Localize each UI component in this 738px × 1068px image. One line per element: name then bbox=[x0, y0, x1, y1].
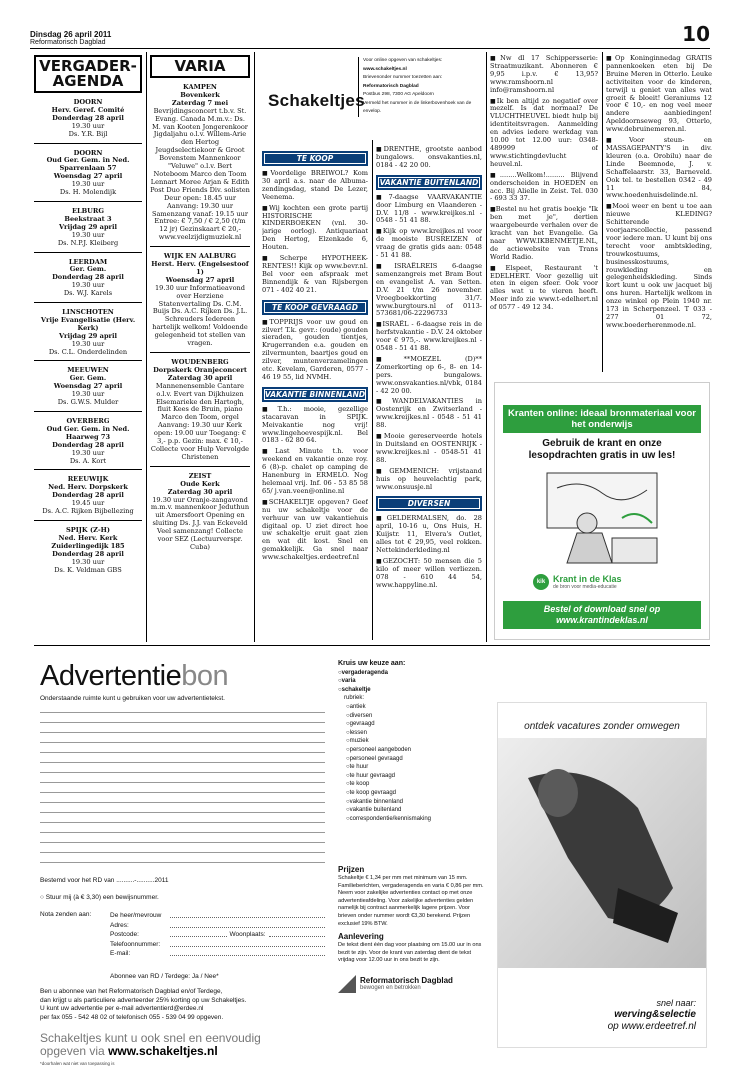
agenda-separator bbox=[34, 469, 142, 470]
rubriek-option[interactable] bbox=[346, 789, 488, 798]
ad-item: ■ SCHAKELTJE opgeven? Geef nu uw schakeltje voor de verhuur van uw vakantiehuis digitaal op. U ziet direct hoe uw schakeltje eruit gaat zien en wat dit kost. Snel en gemakkelijk. Ga snel naar www.schakeltjes.erdeetref.nl bbox=[262, 499, 368, 562]
bon-stuur-label: Stuur mij (à € 3,30) een bewijsnummer. bbox=[45, 894, 159, 901]
werving-sub-1: snel naar: bbox=[656, 998, 696, 1008]
kik-bottom bbox=[503, 601, 701, 629]
bon-write-line[interactable] bbox=[40, 842, 325, 843]
bon-write-line[interactable] bbox=[40, 812, 325, 813]
bon-field-label: De heer/mevrouw bbox=[110, 912, 162, 919]
bon-write-line[interactable] bbox=[40, 712, 325, 713]
bon-field-label: Adres: bbox=[110, 921, 129, 929]
bon-write-line[interactable] bbox=[40, 722, 325, 723]
schakeltjes-info-line: Postbus 298, 7300 AG Apeldoorn bbox=[363, 92, 434, 97]
varia-separator bbox=[150, 246, 250, 247]
bon-field-label: Postcode: bbox=[110, 931, 139, 938]
ads-column-5 bbox=[490, 55, 598, 375]
krant-in-de-klas-ad[interactable] bbox=[494, 382, 710, 640]
kik-bottom-line1: Bestel of download snel op bbox=[543, 604, 661, 614]
bon-field-row[interactable] bbox=[110, 930, 325, 940]
ad-item: ■ Bestel nu het gratis boekje "Ik ben met je", dertien waargebeurde verhalen over de kracht van het Evangelie. Ga naar WWW.IKBENMETJE.NL, de actiewebsite van Trans World Radio. bbox=[490, 206, 598, 261]
agenda-when: Woensdag 27 april bbox=[53, 172, 123, 181]
ad-item: ■ T.h.: mooie, gezellige stacaravan in SPIJK. Meivakantie nog vrij! www.lingehoevespijk.nl. Bel 0183 - 62 80 64. bbox=[262, 406, 368, 446]
varia-entry bbox=[150, 253, 250, 348]
page-header bbox=[30, 30, 111, 46]
rd-logo-name: Reformatorisch Dagblad bbox=[360, 975, 453, 985]
ad-item: ■ Nw dl 17 Schippersserie: Straatmuzikant. Abonneren € 9,95 i.p.v. € 13,95? www.ramshoorn.nl info@ramshoorn.nl bbox=[490, 55, 598, 95]
column-divider bbox=[372, 140, 373, 640]
ad-item: ■ Elspeet, Restaurant 't EDELHERT. Voor gezellig uit eten in eigen sfeer. Ook voor alles wat u te vieren heeft. Meer info zie www.t-edelhert.nl of 0577 - 49 12 34. bbox=[490, 265, 598, 312]
ad-item: ■ GEZOCHT: 50 mensen die 5 kilo of meer willen verliezen. 078 - 610 44 54, www.happyline.nl. bbox=[376, 558, 482, 590]
agenda-separator bbox=[34, 143, 142, 144]
header-paper: Reformatorisch Dagblad bbox=[30, 39, 106, 46]
bon-write-line[interactable] bbox=[40, 732, 325, 733]
aanlevering-title: Aanlevering bbox=[338, 932, 384, 942]
bon-note-2: dan krijgt u als particuliere adverteerder 25% korting op uw Schakeltjes. bbox=[40, 996, 247, 1004]
rubriek-option-label: te huur bbox=[349, 764, 369, 771]
ad-item: ■ ........Welkom!......... Blijvend onderscheiden in HOEDEN en acc. Bij Alielle in Zeist. Tel. 030 - 693 33 37. bbox=[490, 172, 598, 204]
varia-sub: Herst. Herv. (Engelsestoof 1) bbox=[151, 260, 249, 276]
varia-when: Zaterdag 30 april bbox=[167, 373, 233, 382]
rubriek-section bbox=[338, 660, 488, 823]
varia-head: KAMPEN bbox=[183, 83, 217, 91]
agenda-place: DOORN bbox=[73, 148, 103, 157]
category-te-koop: TE KOOP bbox=[262, 151, 368, 166]
agenda-time: 19.30 uur bbox=[71, 121, 105, 130]
running-businessman-photo bbox=[498, 738, 706, 968]
column-divider bbox=[486, 52, 487, 642]
rubriek-option[interactable] bbox=[346, 746, 488, 755]
agenda-place: DOORN bbox=[73, 98, 103, 106]
agenda-time: 19.30 uur bbox=[71, 557, 105, 566]
rubriek-option-label: diversen bbox=[349, 712, 373, 719]
varia-separator bbox=[150, 466, 250, 467]
ad-item: ■ Scherpe HYPOTHEEK-RENTES!! Kijk op www.bevr.nl. Bel voor een afspraak met Binnendijk & van Rijsbergen 071 - 402 40 21. bbox=[262, 255, 368, 295]
ad-item: ■ Ik ben altijd zo negatief over mezelf. Is dat normaal? De VLUCHTHEUVEL biedt hulp bij identiteitsvragen. Aanmelding en advies iedere werkdag van 10.00 tot 12.00 uur: 0348-489999 of www.stichtingdevlucht heuvel.nl. bbox=[490, 98, 598, 169]
header-rule bbox=[30, 48, 710, 49]
varia-text: Bevrijdingsconcert t.b.v. St. Evang. Canada M.m.v.: Ds. M. van Kooten Jongerenkoor Jigdaljahu o.l.v. Willem-Arie den Hertog Jeugdselectiekoor & Groot Bovenstem Mannenkoor "Veluwe" o.l.v. Bert Noteboom Marco den Toom Lennart Moree Arjan & Edith Post Duo Friends Div. solisten Deur open: 18.45 uur Aanvang: 19.30 uur Samenzang vanaf: 19.15 uur Entree: € 7,50 / € 2,50 (t/m 12 jr) Gezinskaart € 20,- www.veelzijdigmuziek.nl bbox=[150, 106, 250, 242]
agenda-who: Ds. N.P.J. Kleiberg bbox=[57, 238, 119, 247]
rubriek-option-label: gevraagd bbox=[349, 721, 375, 728]
agenda-entry bbox=[34, 527, 142, 574]
column-divider bbox=[602, 52, 603, 372]
rubriek-option-label: muziek bbox=[349, 738, 369, 745]
varia-when: Zaterdag 7 mei bbox=[171, 98, 229, 107]
ad-item: ■ Last Minute t.h. voor weekend en vakantie onze roy. 6 (8)-p. chalet op camping de Hanenburg in ERMELO. Nog helemaal vrij. Inf. 06 - 53 85 58 65/ j.van.veen@online.nl bbox=[262, 448, 368, 495]
aanlevering-text: De tekst dient één dag voor plaatsing om 15.00 uur in ons bezit te zijn. Voor de krant van zaterdag dient de tekst vrijdag voor 12.00 uur in ons bezit te zijn. bbox=[338, 942, 482, 964]
bon-woonplaats-input[interactable] bbox=[269, 930, 326, 937]
bon-write-line[interactable] bbox=[40, 862, 325, 863]
agenda-time: 19.30 uur bbox=[71, 230, 105, 239]
agenda-time: 19.30 uur bbox=[71, 390, 105, 399]
category-vakantie-binnenland: VAKANTIE BINNENLAND bbox=[262, 387, 368, 402]
agenda-place: SPIJK (Z-H) bbox=[66, 525, 110, 534]
bon-notes bbox=[40, 988, 330, 1022]
bon-title bbox=[40, 660, 330, 692]
bon-field-row[interactable] bbox=[110, 911, 325, 921]
agenda-separator bbox=[34, 252, 142, 253]
bon-footer bbox=[40, 1032, 330, 1058]
bon-field-label: E-mail: bbox=[110, 950, 131, 957]
agenda-when: Woensdag 27 april bbox=[53, 382, 123, 391]
bon-write-line[interactable] bbox=[40, 762, 325, 763]
rubriek-choice[interactable] bbox=[338, 686, 488, 695]
category-diversen: DIVERSEN bbox=[376, 496, 482, 511]
rubriek-option[interactable] bbox=[346, 763, 488, 772]
bon-field-input[interactable] bbox=[170, 949, 325, 956]
rubriek-option[interactable] bbox=[346, 798, 488, 807]
agenda-who: Ds. A. Kort bbox=[69, 456, 107, 465]
ads-column-4 bbox=[376, 146, 482, 640]
agenda-when: Donderdag 28 april bbox=[52, 273, 124, 282]
section-rule bbox=[34, 645, 710, 646]
werving-url[interactable]: op www.erdeetref.nl bbox=[607, 1021, 696, 1032]
agenda-place: OVERBERG bbox=[66, 417, 110, 425]
bon-write-line[interactable] bbox=[40, 772, 325, 773]
agenda-time: 19.30 uur bbox=[71, 180, 105, 189]
agenda-who: Ds. A.C. Rijken Bijbellezing bbox=[42, 507, 134, 516]
agenda-entry bbox=[34, 259, 142, 299]
prijzen-text: Schakeltje € 1,34 per mm met minimum van 15 mm. Familieberichten, vergaderagenda en varia € 0,86 per mm. Neem voor zakelijke advertenties contact op met onze advertentieafdeling. Voor zakelijke advertenties gelden namelijk bij contract aanmerkelijk lagere prijzen. Voor brieven onder nummer wordt €3,30 berekend. Prijzen exclusief 19% BTW. bbox=[338, 875, 484, 927]
bon-field-label: Telefoonnummer: bbox=[110, 940, 161, 948]
agenda-who: Ds. G.W.S. Mulder bbox=[57, 398, 119, 407]
varia-sub: Bovenkerk bbox=[180, 90, 220, 99]
rubriek-option[interactable] bbox=[346, 729, 488, 738]
agenda-body: Ned. Herv. Kerk Zuiderlingedijk 185 bbox=[51, 533, 125, 550]
header-date: Dinsdag 26 april 2011 bbox=[30, 30, 112, 39]
agenda-separator bbox=[34, 411, 142, 412]
agenda-body: Ned. Herv. Dorpskerk bbox=[48, 483, 128, 492]
kik-logo bbox=[533, 574, 709, 590]
varia-entry bbox=[150, 473, 250, 552]
bon-field-row[interactable] bbox=[110, 940, 325, 950]
rubriek-choice[interactable] bbox=[338, 669, 488, 678]
agenda-entry bbox=[34, 150, 142, 197]
agenda-place: LEERDAM bbox=[68, 257, 108, 266]
werving-sub-2: werving&selectie bbox=[614, 1009, 696, 1020]
rubriek-option[interactable] bbox=[346, 772, 488, 781]
ad-item: ■ Wij kochten een grote partij HISTORISCHE KINDERBOEKEN (vnl. 30-jarige oorlog). Antiquariaat Den Hertog, Elzenkade 6, Houten. bbox=[262, 205, 368, 252]
bon-write-line[interactable] bbox=[40, 802, 325, 803]
varia-sub: Oude Kerk bbox=[180, 479, 220, 488]
ad-item: ■ GEMMENICH: vrijstaand huis op heuvelachtig park, www.onsuusje.nl bbox=[376, 468, 482, 492]
bon-text-area[interactable] bbox=[40, 712, 325, 863]
varia-list bbox=[150, 84, 250, 552]
varia-text: 19.30 uur Informatieavond over Herziene Statenvertaling Ds. C.M. Buijs Ds. A.C. Rijken Ds. J.L. Schreuders Iedereen hartelijk welkom! Voldoende gelegenheid tot stellen van vragen. bbox=[152, 283, 248, 348]
bon-nota-section bbox=[40, 911, 330, 971]
bon-note-1: Ben u abonnee van het Reformatorisch Dagblad en/of Terdege, bbox=[40, 988, 223, 995]
agenda-time: 19.45 uur bbox=[71, 499, 105, 508]
ads-column-3 bbox=[262, 146, 368, 640]
agenda-entry bbox=[34, 208, 142, 248]
rubriek-option-label: te koop gevraagd bbox=[349, 789, 396, 796]
agenda-when: Vrijdag 29 april bbox=[58, 222, 118, 231]
agenda-entry bbox=[34, 418, 142, 465]
agenda-separator bbox=[34, 360, 142, 361]
varia-when: Woensdag 27 april bbox=[165, 275, 235, 284]
kik-banner: Kranten online: ideaal bronmateriaal voor het onderwijs bbox=[503, 405, 701, 433]
ad-item: ■ ISRAËL - 6-daagse reis in de herfstvakantie - D.V. 24 oktober voor € 975,-. www.kreijkes.nl - 0548 - 51 41 88. bbox=[376, 321, 482, 353]
radio-circle-icon[interactable]: ○ bbox=[40, 894, 44, 901]
agenda-title: VERGADER-AGENDA bbox=[34, 55, 142, 93]
varia-title: VARIA bbox=[150, 55, 250, 78]
ad-item: ■ Voordelige BREIWOL? Kom 30 april a.s. naar de Albuma-zendingsdag, stand De Lezer, Veenema. bbox=[262, 170, 368, 202]
ad-item: ■ ISRAËLREIS 6-daagse samenzangreis met Bram Bout en evangelist A. van Setten. D.V. 21 t/m 26 november. Vroegboekkorting 31/7. www.burgtours.nl of 0113-573681/06-22296733 bbox=[376, 263, 482, 318]
agenda-place: ELBURG bbox=[71, 206, 105, 215]
agenda-time: 19.30 uur bbox=[71, 339, 105, 348]
bon-footer-line1: Schakeltjes kunt u ook snel en eenvoudig bbox=[40, 1031, 261, 1045]
schakeltjes-header bbox=[260, 55, 480, 135]
prijzen-section bbox=[338, 865, 486, 993]
bon-field-row[interactable] bbox=[110, 921, 325, 931]
bon-write-line[interactable] bbox=[40, 792, 325, 793]
agenda-separator bbox=[34, 201, 142, 202]
agenda-time: 19.30 uur bbox=[71, 281, 105, 290]
kik-headline: Gebruik de krant en onze lesopdrachten gratis in uw les! bbox=[528, 438, 676, 461]
varia-sub: Dorpskerk Oranjeconcert bbox=[153, 365, 247, 374]
agenda-who: Ds. C.L. Onderdelinden bbox=[48, 347, 128, 356]
varia-head: WIJK EN AALBURG bbox=[163, 252, 237, 261]
category-vakantie-buitenland: VAKANTIE BUITENLAND bbox=[376, 175, 482, 190]
rubriek-option-label: lessen bbox=[349, 729, 367, 736]
category-te-koop-gevraagd: TE KOOP GEVRAAGD bbox=[262, 300, 368, 315]
column-divider bbox=[254, 52, 255, 642]
varia-entry bbox=[150, 359, 250, 462]
agenda-who: Ds. K. Veldman GBS bbox=[54, 565, 122, 574]
rubriek-option-label: personeel aangeboden bbox=[349, 746, 412, 753]
bon-stuur-option[interactable] bbox=[40, 894, 330, 901]
varia-text: Mannenensemble Cantare o.l.v. Evert van Dijkhuizen Elsemarieke den Hartogh, fluit Kees de Bruin, piano Marco den Toom, orgel Aanvang: 19.30 uur Kerk open: 19.00 uur Toegang: € 3,- p.p. Gezin: max. € 10,- Collecte voor Hulp Vervolgde Christenen bbox=[150, 381, 250, 461]
bon-title-main: Advertentie bbox=[40, 660, 182, 692]
agenda-entry bbox=[34, 99, 142, 139]
bon-field-input[interactable] bbox=[170, 911, 325, 918]
ad-item: ■ Mooie gereserveerde hotels in Duitsland en OOSTENRIJK - www.kreijkes.nl - 0548-51 41 88. bbox=[376, 433, 482, 465]
werving-headline: ontdek vacatures zonder omwegen bbox=[524, 721, 680, 732]
agenda-when: Donderdag 28 april bbox=[52, 491, 124, 500]
agenda-separator bbox=[34, 302, 142, 303]
schakeltjes-title: Schakeltjes bbox=[268, 91, 365, 110]
rd-logo bbox=[338, 975, 486, 993]
ad-item: ■ GELDERMALSEN, do. 28 april, 10-16 u, Ons Huis, H. Kuijstr. 11, Elvera's Outlet, alles tot € 29,95, veel rokken. Nettekinderkleding.nl bbox=[376, 515, 482, 555]
agenda-who: Ds. W.J. Karels bbox=[63, 289, 113, 298]
agenda-body: Oud Ger. Gem. in Ned. Sparrenlaan 57 bbox=[46, 156, 130, 173]
bon-write-line[interactable] bbox=[40, 742, 325, 743]
varia-text: 19.30 uur Oranje-zangavond m.m.v. mannenkoor Jeduthun uit Amersfoort Opening en sluiting Ds. J.J. van Eckeveld Veel samenzang! Collecte voor SEZ (Lectuurverspr. Cuba) bbox=[150, 495, 250, 551]
bon-field-input[interactable] bbox=[170, 921, 325, 928]
bon-footnote: *doorhalen wat niet van toepassing is bbox=[40, 1061, 115, 1066]
varia-column bbox=[150, 55, 250, 640]
bon-footer-line2: opgeven via bbox=[40, 1044, 105, 1058]
schakeltjes-info-line: Brievenonder nummer toezetten aan: bbox=[363, 75, 443, 80]
agenda-entry bbox=[34, 367, 142, 407]
agenda-when: Donderdag 28 april bbox=[52, 113, 124, 122]
agenda-body: Ger. Gem. bbox=[69, 265, 107, 274]
agenda-body: Vrije Evangelisatie (Herv. Kerk) bbox=[40, 315, 136, 332]
agenda-place: MEEUWEN bbox=[67, 366, 109, 375]
bon-nota-label: Nota zenden aan: bbox=[40, 911, 92, 918]
ad-item: ■ DRENTHE, grootste aanbod bungalows. onsvakanties.nl, 0184 - 42 20 00. bbox=[376, 146, 482, 170]
rubriek-choice-label: vergaderagenda bbox=[341, 669, 388, 676]
rubriek-option[interactable] bbox=[346, 755, 488, 764]
varia-head: ZEIST bbox=[188, 471, 212, 480]
rubriek-title: Kruis uw keuze aan: bbox=[338, 660, 406, 667]
agenda-when: Donderdag 28 april bbox=[52, 549, 124, 558]
agenda-body: Oud Ger. Gem. in Ned. Haarweg 73 bbox=[46, 424, 130, 441]
rubriek-option[interactable] bbox=[346, 720, 488, 729]
varia-separator bbox=[150, 352, 250, 353]
bon-write-line[interactable] bbox=[40, 832, 325, 833]
rubriek-label: rubriek: bbox=[344, 695, 365, 702]
rubriek-option[interactable] bbox=[346, 712, 488, 721]
agenda-body: Ger. Gem. bbox=[69, 374, 107, 383]
rubriek-choice-label: schakeltje bbox=[341, 686, 371, 693]
rubriek-option-label: te koop bbox=[349, 781, 370, 788]
ad-item: ■ Voor steun- en MASSAGEPANTY'S in div. kleuren (o.a. Orobilu) naar de Linde Beemnode, J. v. Schaffelaarstr. 33, Barneveld. Ook tel. te bestellen 0342 - 49 11 84, www.hoedenhuisdelinde.nl. bbox=[606, 137, 712, 200]
ad-item: ■ 7-daagse VAARVAKANTIE door Limburg en Vlaanderen - D.V. 11/8 - www.kreijkes.nl - 0548 - 51 41 88. bbox=[376, 194, 482, 226]
ad-item: ■ WANDELVAKANTIES in Oostenrijk en Zwitserland - www.kreijkes.nl - 0548 - 51 41 88. bbox=[376, 398, 482, 430]
ad-item: ■ TOPPRIJS voor uw goud en zilver! T.k. gevr.: (oude) gouden sieraden, gouden tientjes, Krugerranden e.a. gouden en zilvermunten, baartjes goud en zilver, muntenverzamelingen etc. Kevelam, Garderen, 0577 - 46 19 55, lid NVMH. bbox=[262, 319, 368, 382]
werving-selectie-ad[interactable] bbox=[497, 702, 707, 1048]
schakeltjes-info-line: Voor online opgeven van schakeltjes: bbox=[363, 58, 443, 63]
column-divider bbox=[146, 52, 147, 642]
kik-url[interactable]: www.krantindeklas.nl bbox=[556, 615, 648, 625]
bon-write-line[interactable] bbox=[40, 852, 325, 853]
bon-date-line[interactable]: Bestemd voor het RD van ..........-..........2011 bbox=[40, 877, 169, 884]
agenda-column bbox=[34, 55, 142, 640]
ad-item: ■ **MOEZEL (D)** Zomerkorting op 6-, 8- en 14-pers. bungalows. www.onsvakanties.nl/vbk, 0184 - 42 20 00. bbox=[376, 356, 482, 396]
advertentiebon-form bbox=[40, 650, 330, 1066]
rubriek-option-label: vakantie buitenland bbox=[349, 807, 402, 814]
schakeltjes-info-line: Vermeld het nummer in de linkerbovenhoek van de envelop. bbox=[363, 100, 472, 114]
schakeltjes-info-line[interactable]: Reformatorisch Dagblad bbox=[363, 83, 419, 89]
ad-item: ■ Mooi weer en bent u toe aan nieuwe KLEDING? Schitterende voorjaarscollectie, passend voor iedere man. U kunt bij ons terecht voor ambtskleding, trouwkostuums, businesskostuums, rouwkleding en gelegenheidskleding. Sinds kort kunt u ook uw jacquet bij ons huren. Hartelijk welkom in onze winkel op Plein 1940 nr. 173 in Scherpenzeel. T 033 - 277 01 72, www.boederherenmode.nl. bbox=[606, 203, 712, 330]
rubriek-option[interactable] bbox=[346, 703, 488, 712]
agenda-body: Beekstraat 3 bbox=[64, 214, 112, 223]
kik-logo-icon: kik bbox=[533, 574, 549, 590]
rubriek-choice[interactable] bbox=[338, 677, 488, 686]
rubriek-option[interactable] bbox=[346, 806, 488, 815]
bon-write-line[interactable] bbox=[40, 782, 325, 783]
rubriek-option-label: correspondentie/kennismaking bbox=[349, 815, 432, 822]
agenda-separator bbox=[34, 520, 142, 521]
rubriek-option[interactable] bbox=[346, 737, 488, 746]
agenda-place: LINSCHOTEN bbox=[62, 308, 114, 317]
schakeltjes-info bbox=[358, 57, 478, 117]
rubriek-option-label: vakantie binnenland bbox=[349, 798, 404, 805]
agenda-entry bbox=[34, 309, 142, 356]
bon-woonplaats-label: Woonplaats: bbox=[229, 931, 266, 938]
ads-column-6 bbox=[606, 55, 712, 375]
varia-head: WOUDENBERG bbox=[171, 358, 229, 366]
bon-note-4: per fax 055 - 542 48 02 of telefonisch 055 - 539 04 99 opgeven. bbox=[40, 1013, 224, 1021]
agenda-when: Vrijdag 29 april bbox=[58, 331, 118, 340]
bon-write-line[interactable] bbox=[40, 752, 325, 753]
rubriek-option-label: te huur gevraagd bbox=[349, 772, 395, 779]
bon-field-row[interactable] bbox=[110, 949, 325, 959]
bon-note-3: U kunt uw advertentie per e-mail advertentierd@erdee.nl bbox=[40, 1005, 204, 1012]
kik-brand: Krant in de Klas bbox=[553, 574, 622, 584]
bon-write-line[interactable] bbox=[40, 822, 325, 823]
ad-item: ■ Op Koninginnedag GRATIS pannenkoeken eten bij De Bruine Meren in Otterlo. Leuke activiteiten voor de kinderen, terwijl u geniet van alles wat groeit & bloeit! Geraniums 12 voor € 10,- en nog veel meer andere aanbiedingen! Apeldoornseweg 93, Otterlo, www.debruinemeren.nl. bbox=[606, 55, 712, 134]
bon-field-input[interactable] bbox=[170, 940, 325, 947]
agenda-who: Ds. H. Molendijk bbox=[59, 188, 117, 197]
rubriek-option-label: antiek bbox=[349, 703, 366, 710]
agenda-who: Ds. Y.R. Bijl bbox=[68, 129, 108, 138]
bon-footer-url[interactable]: www.schakeltjes.nl bbox=[108, 1044, 218, 1058]
kik-tagline: de bron voor media-educatie bbox=[553, 584, 617, 590]
page-number: 10 bbox=[682, 22, 710, 46]
bon-subtitle: Onderstaande ruimte kunt u gebruiken voor uw advertentietekst. bbox=[40, 695, 225, 702]
agenda-body: Herv. Geref. Comité bbox=[51, 105, 125, 114]
rd-logo-icon bbox=[338, 975, 356, 993]
agenda-time: 19.30 uur bbox=[71, 448, 105, 457]
cartoon-teacher-illustration bbox=[527, 468, 677, 568]
varia-when: Zaterdag 30 april bbox=[167, 487, 233, 496]
varia-entry bbox=[150, 84, 250, 242]
agenda-list bbox=[34, 99, 142, 574]
rubriek-choice-label: varia bbox=[341, 678, 356, 685]
schakeltjes-info-line[interactable]: www.schakeltjes.nl bbox=[363, 66, 407, 72]
agenda-place: REEUWIJK bbox=[67, 475, 109, 484]
rd-logo-tag: bewogen en betrokken bbox=[360, 984, 421, 991]
agenda-when: Donderdag 28 april bbox=[52, 440, 124, 449]
agenda-entry bbox=[34, 476, 142, 516]
prijzen-title: Prijzen bbox=[338, 865, 365, 874]
bon-abonnee[interactable]: Abonnee van RD / Terdege: Ja / Nee* bbox=[110, 973, 219, 980]
bon-field-input[interactable] bbox=[170, 930, 227, 937]
rubriek-option[interactable] bbox=[346, 780, 488, 789]
rubriek-option-label: personeel gevraagd bbox=[349, 755, 403, 762]
rubriek-option[interactable] bbox=[346, 815, 488, 824]
werving-sub bbox=[608, 997, 696, 1033]
ad-item: ■ Kijk op www.kreijkes.nl voor de mooiste BUSREIZEN of vraag de gratis gids aan: 0548 - 51 41 88. bbox=[376, 228, 482, 260]
bon-title-suffix: bon bbox=[181, 660, 229, 692]
